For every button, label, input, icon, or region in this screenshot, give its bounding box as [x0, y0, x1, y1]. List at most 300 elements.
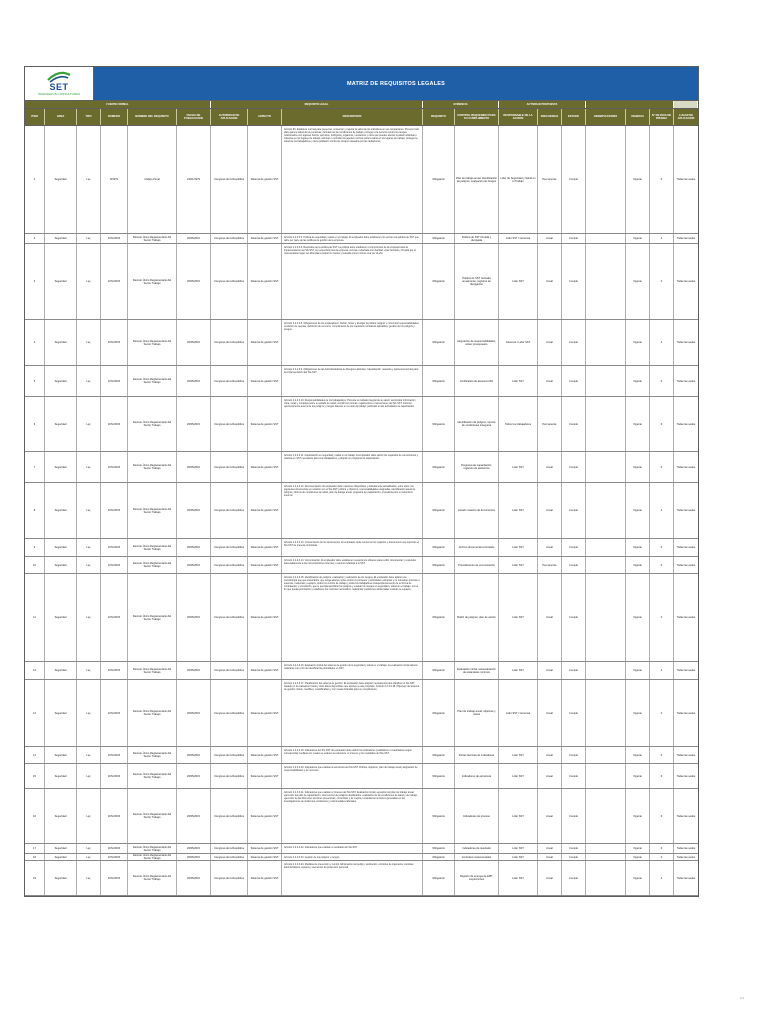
cell-observaciones: [586, 747, 626, 763]
cell-fecha: 26/05/2015: [177, 662, 211, 679]
cell-descripcion: Artículo 2.2.4.6.17. Planificación del sistema de gestión. El empleador debe adoptar mecanismos para planificar el SG-SST, basado en la evaluación inicial y otros datos disponibles que aporten a este propósito. Artículo 2.2.4.6.18. Objetivos del sistema de gestión: claros, medibles, cuantificables y con metas definidas para su cumplimiento.: [282, 680, 423, 746]
cell-observaciones: [586, 234, 626, 243]
cell-estado: Cumple: [562, 126, 586, 233]
cell-vigencia: Vigente: [626, 483, 650, 538]
col-responsable: RESPONSABLE DE LA ACCION: [499, 109, 538, 125]
cell-estado: Cumple: [562, 764, 586, 788]
cell-descripcion: Artículo 2.2.4.6.11. Capacitación en seguridad y salud en el trabajo. El empleador debe definir los requisitos de conocimiento y práctica en SST necesarios para sus trabajadores y adoptar un programa de capacitación.: [282, 452, 423, 482]
cell-aspecto: Sistema de gestión SST: [248, 452, 282, 482]
cell-area: Seguridad: [45, 452, 77, 482]
cell-vigencia: Vigente: [626, 452, 650, 482]
cell-lugar: Todas las sedes: [676, 616, 696, 619]
cell-numero: 1072/2015: [101, 539, 128, 556]
cell-estado: Cumple: [562, 680, 586, 746]
cell-vigencia: Vigente: [626, 244, 650, 319]
cell-lugar: Todas las sedes: [676, 847, 696, 850]
col-evidencia: CONTROL REQUERIDO PARA SU CUMPLIMIENTO: [455, 109, 499, 125]
cell-descripcion: Artículo 2.2.4.6.21. Indicadores que evalúan el proceso del SG-SST. Evaluación inicial, ejecución del plan de trabajo anual, ejecución del plan de capacitación, intervención de peligros identificados, evaluación de las condiciones de salud y de trabajo, ejecución de las diferentes acciones preventivas, correctivas y de mejora, incluidas las acciones generadas en las investigaciones de incidentes, accidentes y enfermedades laborales.: [282, 789, 423, 843]
cell-tipo: Ley: [77, 662, 101, 679]
cell-requisito: Obligatorio: [423, 557, 455, 573]
cell-vigencia: Vigente: [626, 234, 650, 243]
cell-vigencia: Vigente: [626, 789, 650, 843]
cell-autoridad: Congreso de la República: [211, 680, 248, 746]
cell-area: Seguridad: [45, 854, 77, 860]
cell-requisito: Obligatorio: [423, 861, 455, 895]
cell-autoridad: Congreso de la República: [211, 244, 248, 319]
cell-observaciones: [586, 452, 626, 482]
cell-nombre: Decreto Único Reglamentario del Sector Trabajo: [128, 452, 177, 482]
cell-estado: Cumple: [562, 539, 586, 556]
cell-dias: 0: [650, 320, 674, 365]
cell-tipo: Ley: [77, 680, 101, 746]
cell-frecuencia: Anual: [538, 320, 562, 365]
cell-observaciones: [586, 789, 626, 843]
cell-frecuencia: Anual: [538, 366, 562, 396]
cell-autoridad: Congreso de la República: [211, 844, 248, 853]
table-row: [25, 244, 698, 320]
cell-responsable: Gerencia / Líder SST: [499, 320, 538, 365]
cell-item: 2: [25, 234, 45, 243]
cell-responsable: Líder de Seguridad y Salud en el Trabajo: [499, 126, 538, 233]
cell-responsable: Líder SST: [499, 452, 538, 482]
cell-aspecto: Sistema de gestión SST: [248, 854, 282, 860]
cell-estado: Cumple: [562, 483, 586, 538]
cell-lugar: Todas las sedes: [676, 546, 696, 549]
cell-vigencia: Vigente: [626, 366, 650, 396]
cell-numero: 1072/2015: [101, 234, 128, 243]
cell-evidencia: Controles implementados: [455, 854, 499, 860]
cell-item: 12: [25, 662, 45, 679]
cell-aspecto: Sistema de gestión SST: [248, 747, 282, 763]
cell-nombre: Decreto Único Reglamentario del Sector Trabajo: [128, 397, 177, 451]
col-aspecto: ASPECTO: [248, 109, 282, 125]
cell-vigencia: Vigente: [626, 557, 650, 573]
cell-dias: 0: [650, 397, 674, 451]
cell-autoridad: Congreso de la República: [211, 126, 248, 233]
cell-evidencia: Matriz de peligros; plan de acción: [455, 574, 499, 661]
cell-observaciones: [586, 397, 626, 451]
cell-vigencia: Vigente: [626, 126, 650, 233]
cell-fecha: 26/05/2015: [177, 844, 211, 853]
col-observaciones: OBSERVACIONES: [586, 109, 626, 125]
cell-requisito: Obligatorio: [423, 747, 455, 763]
cell-observaciones: [586, 557, 626, 573]
table-row: [25, 854, 698, 861]
cell-vigencia: Vigente: [626, 680, 650, 746]
cell-observaciones: [586, 539, 626, 556]
cell-estado: Cumple: [562, 397, 586, 451]
cell-aspecto: Sistema de gestión SST: [248, 244, 282, 319]
cell-autoridad: Congreso de la República: [211, 397, 248, 451]
cell-aspecto: Sistema de gestión SST: [248, 126, 282, 233]
cell-nombre: Decreto Único Reglamentario del Sector Trabajo: [128, 539, 177, 556]
cell-estado: Cumple: [562, 244, 586, 319]
cell-tipo: Ley: [77, 557, 101, 573]
cell-evidencia: Asignación de responsabilidades; actas; presupuesto: [455, 320, 499, 365]
requirements-matrix-sheet: [24, 66, 699, 897]
cell-requisito: Obligatorio: [423, 320, 455, 365]
cell-item: 11: [25, 574, 45, 661]
table-row: [25, 764, 698, 789]
cell-estado: Cumple: [562, 662, 586, 679]
group-evidencia: EVIDENCIA: [423, 101, 499, 108]
cell-numero: 1072/2015: [101, 662, 128, 679]
col-numero: NUMERO: [101, 109, 128, 125]
cell-frecuencia: Anual: [538, 747, 562, 763]
cell-area: Seguridad: [45, 764, 77, 788]
cell-lugar: Todas las sedes: [676, 465, 696, 469]
cell-responsable: Líder SST: [499, 764, 538, 788]
cell-fecha: 26/05/2015: [177, 244, 211, 319]
cell-responsable: Líder SST: [499, 861, 538, 895]
table-row: [25, 574, 698, 662]
cell-frecuencia: Anual: [538, 483, 562, 538]
cell-fecha: 26/05/2015: [177, 320, 211, 365]
cell-nombre: Decreto Único Reglamentario del Sector Trabajo: [128, 789, 177, 843]
cell-dias: 0: [650, 861, 674, 895]
cell-responsable: Líder SST: [499, 844, 538, 853]
cell-dias: 0: [650, 244, 674, 319]
cell-responsable: Líder SST: [499, 539, 538, 556]
cell-requisito: Obligatorio: [423, 844, 455, 853]
cell-estado: Cumple: [562, 789, 586, 843]
cell-item: 18: [25, 854, 45, 860]
cell-dias: 0: [650, 557, 674, 573]
cell-vigencia: Vigente: [626, 747, 650, 763]
cell-frecuencia: Anual: [538, 764, 562, 788]
cell-area: Seguridad: [45, 747, 77, 763]
col-area: AREA: [45, 109, 77, 125]
cell-fecha: 26/05/2015: [177, 764, 211, 788]
cell-nombre: Decreto Único Reglamentario del Sector Trabajo: [128, 234, 177, 243]
cell-nombre: Código Penal: [128, 126, 177, 233]
cell-fecha: 26/05/2015: [177, 574, 211, 661]
cell-evidencia: Política de SST firmada y divulgada: [455, 234, 499, 243]
cell-requisito: Obligatorio: [423, 680, 455, 746]
cell-frecuencia: Anual: [538, 234, 562, 243]
cell-descripcion: Artículo 2.2.4.6.9. Obligaciones de las Administradoras de Riesgos Laborales. Capacitación, asesoría y asistencia técnica para la implementación del SG-SST.: [282, 366, 423, 396]
cell-tipo: Ley: [77, 747, 101, 763]
cell-requisito: Obligatorio: [423, 452, 455, 482]
title-row: [25, 67, 698, 101]
cell-area: Seguridad: [45, 662, 77, 679]
cell-autoridad: Congreso de la República: [211, 861, 248, 895]
cell-evidencia: Registro de entrega de EPP; inspecciones: [455, 861, 499, 895]
cell-lugar: Todas las sedes: [676, 178, 696, 181]
cell-area: Seguridad: [45, 126, 77, 233]
cell-lugar: Todas las sedes: [676, 563, 696, 567]
cell-lugar: Todas las sedes: [676, 669, 696, 672]
cell-aspecto: Sistema de gestión SST: [248, 574, 282, 661]
cell-responsable: Líder SST / Gerencia: [499, 234, 538, 243]
cell-autoridad: Congreso de la República: [211, 789, 248, 843]
cell-vigencia: Vigente: [626, 539, 650, 556]
cell-frecuencia: Anual: [538, 539, 562, 556]
cell-numero: 1072/2015: [101, 244, 128, 319]
cell-fecha: 24/01/1979: [177, 126, 211, 233]
cell-evidencia: Procedimiento de comunicación: [455, 557, 499, 573]
group-header-row: [25, 101, 698, 109]
cell-frecuencia: Permanente: [538, 397, 562, 451]
cell-observaciones: [586, 574, 626, 661]
col-vigencia: VIGENCIA: [626, 109, 650, 125]
cell-autoridad: Congreso de la República: [211, 320, 248, 365]
cell-dias: 0: [650, 452, 674, 482]
cell-aspecto: Sistema de gestión SST: [248, 557, 282, 573]
cell-evidencia: Indicadores de estructura: [455, 764, 499, 788]
cell-nombre: Decreto Único Reglamentario del Sector Trabajo: [128, 366, 177, 396]
cell-aspecto: Sistema de gestión SST: [248, 662, 282, 679]
cell-autoridad: Congreso de la República: [211, 366, 248, 396]
cell-observaciones: [586, 126, 626, 233]
cell-descripcion: Artículo 2.2.4.6.15. Identificación de peligros, evaluación y valoración de los riesgos. El empleador debe aplicar una metodología que sea sistemática, que tenga alcance sobre todos los procesos y actividades rutinarias y no rutinarias, internas o externas, máquinas y equipos, todos los centros de trabajo y todos los trabajadores independientemente de su forma de contratación y vinculación, que le permita identificar los peligros y evaluar los riesgos en seguridad y salud en el trabajo, con el fin que pueda priorizarlos y establecer los controles necesarios, realizando mediciones ambientales cuando se requiera.: [282, 574, 423, 661]
cell-item: 17: [25, 844, 45, 853]
cell-frecuencia: Anual: [538, 861, 562, 895]
cell-numero: 1072/2015: [101, 366, 128, 396]
cell-vigencia: Vigente: [626, 320, 650, 365]
col-estado: ESTADO: [562, 109, 586, 125]
cell-requisito: Obligatorio: [423, 234, 455, 243]
col-item: ITEM: [25, 109, 45, 125]
group-actividad-propuesta: ACTIVIDAD PROPUESTA: [499, 101, 586, 108]
cell-frecuencia: Anual: [538, 574, 562, 661]
cell-evidencia: Indicadores de proceso: [455, 789, 499, 843]
cell-area: Seguridad: [45, 557, 77, 573]
cell-area: Seguridad: [45, 483, 77, 538]
cell-tipo: Ley: [77, 126, 101, 233]
cell-lugar: Todas las sedes: [676, 753, 696, 757]
col-descripcion: DESCRIPCION: [282, 109, 423, 125]
cell-tipo: Ley: [77, 764, 101, 788]
cell-tipo: Ley: [77, 483, 101, 538]
cell-responsable: Líder SST: [499, 662, 538, 679]
cell-item: 15: [25, 764, 45, 788]
table-row: [25, 861, 698, 896]
cell-vigencia: Vigente: [626, 764, 650, 788]
cell-fecha: 26/05/2015: [177, 680, 211, 746]
cell-numero: 1072/2015: [101, 483, 128, 538]
cell-tipo: Ley: [77, 789, 101, 843]
cell-item: 9: [25, 539, 45, 556]
cell-requisito: Obligatorio: [423, 244, 455, 319]
cell-autoridad: Congreso de la República: [211, 539, 248, 556]
cell-item: 10: [25, 557, 45, 573]
group-requisito-legal: REQUISITO LEGAL: [211, 101, 423, 108]
cell-numero: 1072/2015: [101, 854, 128, 860]
cell-fecha: 26/05/2015: [177, 483, 211, 538]
page-title: MATRIZ DE REQUISITOS LEGALES: [94, 67, 698, 100]
cell-requisito: Obligatorio: [423, 483, 455, 538]
cell-item: 19: [25, 861, 45, 895]
table-row: [25, 397, 698, 452]
cell-lugar: Todas las sedes: [676, 774, 696, 778]
cell-frecuencia: Anual: [538, 789, 562, 843]
cell-item: 16: [25, 789, 45, 843]
table-row: [25, 483, 698, 539]
cell-area: Seguridad: [45, 397, 77, 451]
cell-area: Seguridad: [45, 680, 77, 746]
cell-dias: 0: [650, 764, 674, 788]
cell-observaciones: [586, 244, 626, 319]
cell-responsable: Líder SST: [499, 366, 538, 396]
cell-fecha: 26/05/2015: [177, 854, 211, 860]
cell-observaciones: [586, 844, 626, 853]
column-header-row: [25, 109, 698, 126]
cell-estado: Cumple: [562, 861, 586, 895]
cell-evidencia: Identificación de peligros; reporte de condiciones inseguras: [455, 397, 499, 451]
cell-autoridad: Congreso de la República: [211, 854, 248, 860]
cell-item: 8: [25, 483, 45, 538]
cell-requisito: Obligatorio: [423, 539, 455, 556]
cell-nombre: Decreto Único Reglamentario del Sector Trabajo: [128, 483, 177, 538]
cell-aspecto: Sistema de gestión SST: [248, 539, 282, 556]
cell-aspecto: Sistema de gestión SST: [248, 320, 282, 365]
cell-observaciones: [586, 320, 626, 365]
cell-aspecto: Sistema de gestión SST: [248, 234, 282, 243]
cell-evidencia: Fichas técnicas de indicadores: [455, 747, 499, 763]
cell-observaciones: [586, 366, 626, 396]
cell-requisito: Obligatorio: [423, 574, 455, 661]
cell-fecha: 26/05/2015: [177, 861, 211, 895]
cell-descripcion: Artículo 2.2.4.6.6. Requisitos de la política de SST. La política debe establecer el compromiso de la empresa hacia la implementación del SG-SST, ser específica para la empresa, concisa, redactada con claridad, estar fechada y firmada por el representante legal, ser difundida a todos los niveles y revisada como mínimo una vez al año.: [282, 244, 423, 319]
cell-responsable: Líder SST: [499, 854, 538, 860]
cell-numero: 1072/2015: [101, 320, 128, 365]
cell-requisito: Obligatorio: [423, 366, 455, 396]
group-spacer: [586, 101, 674, 108]
cell-lugar: Todas las sedes: [676, 237, 696, 240]
cell-responsable: Líder SST: [499, 244, 538, 319]
table-row: [25, 662, 698, 680]
cell-dias: 0: [650, 126, 674, 233]
cell-responsable: Líder SST: [499, 557, 538, 573]
cell-numero: 1072/2015: [101, 452, 128, 482]
cell-estado: Cumple: [562, 844, 586, 853]
cell-tipo: Ley: [77, 397, 101, 451]
table-body: [25, 126, 698, 896]
cell-evidencia: Política de SST revisada anualmente; registros de divulgación: [455, 244, 499, 319]
cell-area: Seguridad: [45, 789, 77, 843]
cell-nombre: Decreto Único Reglamentario del Sector Trabajo: [128, 844, 177, 853]
cell-tipo: Ley: [77, 539, 101, 556]
cell-numero: 1072/2015: [101, 844, 128, 853]
cell-fecha: 26/05/2015: [177, 234, 211, 243]
cell-nombre: Decreto Único Reglamentario del Sector Trabajo: [128, 244, 177, 319]
col-tipo: TIPO: [77, 109, 101, 125]
cell-autoridad: Congreso de la República: [211, 747, 248, 763]
cell-evidencia: Listado maestro de documentos: [455, 483, 499, 538]
cell-aspecto: Sistema de gestión SST: [248, 483, 282, 538]
cell-dias: 0: [650, 366, 674, 396]
table-row: [25, 789, 698, 844]
cell-descripcion: Artículo 2.2.4.6.5. Política de seguridad y salud en el trabajo. El empleador debe establecer por escrito una política de SST que debe ser parte de las políticas de gestión de la empresa.: [282, 234, 423, 243]
cell-frecuencia: Anual: [538, 854, 562, 860]
table-row: [25, 234, 698, 244]
cell-dias: 0: [650, 789, 674, 843]
col-frecuencia: FRECUENCIA: [538, 109, 562, 125]
cell-item: 5: [25, 366, 45, 396]
table-row: [25, 539, 698, 557]
cell-requisito: Obligatorio: [423, 789, 455, 843]
cell-estado: Cumple: [562, 574, 586, 661]
cell-observaciones: [586, 854, 626, 860]
cell-aspecto: Sistema de gestión SST: [248, 844, 282, 853]
cell-dias: 0: [650, 574, 674, 661]
cell-item: 3: [25, 244, 45, 319]
cell-requisito: Obligatorio: [423, 397, 455, 451]
cell-area: Seguridad: [45, 366, 77, 396]
cell-numero: 1072/2015: [101, 557, 128, 573]
cell-autoridad: Congreso de la República: [211, 574, 248, 661]
cell-estado: Cumple: [562, 452, 586, 482]
cell-evidencia: Programa de capacitación; registros de asistencia: [455, 452, 499, 482]
cell-descripcion: Artículo 2.2.4.6.23. Gestión de los peligros y riesgos.: [282, 854, 423, 860]
cell-lugar: Todas las sedes: [676, 814, 696, 818]
cell-nombre: Decreto Único Reglamentario del Sector Trabajo: [128, 662, 177, 679]
table-row: [25, 680, 698, 747]
page-marker: 1/1: [740, 996, 745, 1000]
cell-descripcion: Artículo 2.2.4.6.8. Obligaciones de los empleadores. Definir, firmar y divulgar la política; asignar y comunicar responsabilidades; rendición de cuentas; definición de recursos; cumplimiento de los requisitos normativos aplicables; gestión de los peligros y riesgos.: [282, 320, 423, 365]
cell-dias: 0: [650, 539, 674, 556]
cell-observaciones: [586, 680, 626, 746]
cell-nombre: Decreto Único Reglamentario del Sector Trabajo: [128, 320, 177, 365]
cell-estado: Cumple: [562, 854, 586, 860]
cell-lugar: Todas las sedes: [676, 422, 696, 426]
cell-dias: 0: [650, 662, 674, 679]
cell-nombre: Decreto Único Reglamentario del Sector Trabajo: [128, 854, 177, 860]
col-requisito: REQUISITO: [423, 109, 455, 125]
cell-descripcion: Artículo 2.2.4.6.16. Evaluación inicial del sistema de gestión de la seguridad y salud en el trabajo. La evaluación inicial deberá realizarse con el fin de identificar las prioridades en SST.: [282, 662, 423, 679]
company-logo: [25, 67, 94, 100]
cell-tipo: Ley: [77, 320, 101, 365]
cell-descripcion: Artículo 2.2.4.6.19. Indicadores del SG-SST. El empleador debe definir los indicadores (cualitativos o cuantitativos según corresponda) mediante los cuales se evalúen la estructura, el proceso y los resultados del SG-SST.: [282, 747, 423, 763]
cell-aspecto: Sistema de gestión SST: [248, 861, 282, 895]
cell-responsable: Líder SST: [499, 789, 538, 843]
cell-tipo: Ley: [77, 844, 101, 853]
cell-lugar: Todas las sedes: [676, 341, 696, 344]
cell-requisito: Obligatorio: [423, 854, 455, 860]
cell-observaciones: [586, 861, 626, 895]
cell-descripcion: Artículo 2.2.4.6.10. Responsabilidades de los trabajadores. Procurar el cuidado integral de su salud; suministrar información clara, veraz y completa sobre su estado de salud; cumplir las normas, reglamentos e instrucciones del SG-SST; informar oportunamente acerca de los peligros y riesgos latentes en su sitio de trabajo; participar en las actividades de capacitación.: [282, 397, 423, 451]
cell-descripcion: Artículo 2.2.4.6.22. Indicadores que evalúan el resultado del SG-SST.: [282, 844, 423, 853]
cell-autoridad: Congreso de la República: [211, 483, 248, 538]
cell-estado: Cumple: [562, 747, 586, 763]
cell-autoridad: Congreso de la República: [211, 557, 248, 573]
cell-area: Seguridad: [45, 244, 77, 319]
table-row: [25, 126, 698, 234]
logo-tagline: INGENIEROS CONSULTORES: [37, 92, 81, 96]
cell-numero: 1072/2015: [101, 680, 128, 746]
cell-fecha: 26/05/2015: [177, 452, 211, 482]
cell-requisito: Obligatorio: [423, 126, 455, 233]
cell-item: 14: [25, 747, 45, 763]
cell-item: 7: [25, 452, 45, 482]
cell-tipo: Ley: [77, 452, 101, 482]
cell-fecha: 26/05/2015: [177, 747, 211, 763]
cell-tipo: Ley: [77, 234, 101, 243]
cell-descripcion: Artículo 2.2.4.6.12. Documentación. El empleador debe mantener disponibles y debidamente actualizados, entre otros, los siguientes documentos en relación con el SG-SST: política y objetivos, responsabilidades asignadas, identificación anual de peligros, informe de condiciones de salud, plan de trabajo anual, programa de capacitación, procedimientos e instructivos internos.: [282, 483, 423, 538]
cell-fecha: 26/05/2015: [177, 366, 211, 396]
cell-lugar: Todas las sedes: [676, 855, 696, 859]
cell-aspecto: Sistema de gestión SST: [248, 397, 282, 451]
cell-observaciones: [586, 483, 626, 538]
cell-aspecto: Sistema de gestión SST: [248, 680, 282, 746]
cell-descripcion: Artículo 2.2.4.6.13. Conservación de los documentos. El empleador debe conservar los registros y documentos que soportan el SG-SST de manera controlada.: [282, 539, 423, 556]
cell-lugar: Todas las sedes: [676, 280, 696, 283]
cell-evidencia: Certificados de asesoría ARL: [455, 366, 499, 396]
cell-responsable: Líder SST: [499, 747, 538, 763]
cell-numero: 9/1979: [101, 126, 128, 233]
cell-area: Seguridad: [45, 234, 77, 243]
